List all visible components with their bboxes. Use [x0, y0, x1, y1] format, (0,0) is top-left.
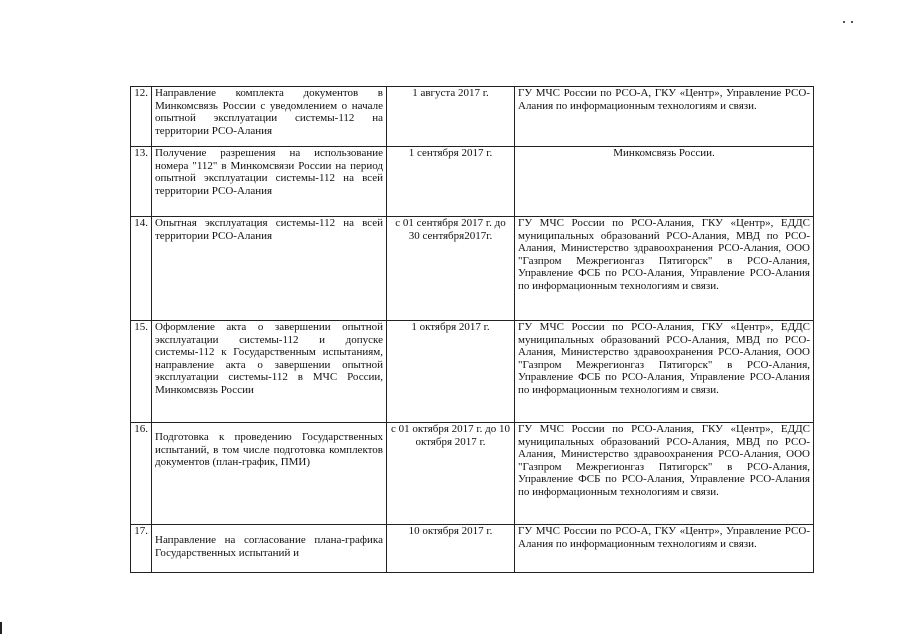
row-number: 15. [131, 321, 152, 423]
responsible-cell: ГУ МЧС России по РСО-Алания, ГКУ «Центр», ЕДДС муниципальных образований РСО-Алания, МВД по РСО-Алания, Министерство здравоохранения РСО-Алания, ООО "Газпром Межрегионгаз Пятигорск" в РСО-Алания, Управление ФСБ по РСО-Алания, Управление РСО-Алания по информационным технологиям и связи. [515, 321, 814, 423]
task-cell: Направление комплекта документов в Минкомсвязь России с уведомлением о начале опытной эксплуатации системы-112 на территории РСО-Алания [152, 87, 387, 147]
row-number: 16. [131, 423, 152, 525]
date-cell: 1 сентября 2017 г. [387, 147, 515, 217]
scan-artifact [843, 10, 865, 14]
table-row [131, 147, 814, 217]
table-row [131, 217, 814, 321]
task-cell: Опытная эксплуатация системы-112 на всей территории РСО-Алания [152, 217, 387, 321]
responsible-cell: ГУ МЧС России по РСО-А, ГКУ «Центр», Управление РСО-Алания по информационным технологиям и связи. [515, 525, 814, 573]
row-number: 13. [131, 147, 152, 217]
table-row [131, 321, 814, 423]
date-cell: 1 августа 2017 г. [387, 87, 515, 147]
date-cell: 10 октября 2017 г. [387, 525, 515, 573]
task-cell: Подготовка к проведению Государственных испытаний, в том числе подготовка комплектов документов (план-график, ПМИ) [152, 423, 387, 525]
date-cell: с 01 октября 2017 г. до 10 октября 2017 г. [387, 423, 515, 525]
row-number: 12. [131, 87, 152, 147]
scan-edge-artifact [0, 622, 2, 634]
responsible-cell: Минкомсвязь России. [515, 147, 814, 217]
date-cell: с 01 сентября 2017 г. до 30 сентября2017г. [387, 217, 515, 321]
responsible-cell: ГУ МЧС России по РСО-А, ГКУ «Центр», Управление РСО-Алания по информационным технологиям и связи. [515, 87, 814, 147]
responsible-cell: ГУ МЧС России по РСО-Алания, ГКУ «Центр», ЕДДС муниципальных образований РСО-Алания, МВД по РСО-Алания, Министерство здравоохранения РСО-Алания, ООО "Газпром Межрегионгаз Пятигорск" в РСО-Алания, Управление ФСБ по РСО-Алания, Управление РСО-Алания по информационным технологиям и связи. [515, 217, 814, 321]
date-cell: 1 октября 2017 г. [387, 321, 515, 423]
table-row [131, 423, 814, 525]
row-number: 17. [131, 525, 152, 573]
plan-table [130, 86, 814, 573]
task-cell: Получение разрешения на использование номера "112" в Минкомсвязи России на период опытной эксплуатации системы-112 на всей территории РСО-Алания [152, 147, 387, 217]
task-cell: Направление на согласование плана-графика Государственных испытаний и [152, 525, 387, 573]
task-cell: Оформление акта о завершении опытной эксплуатации системы-112 и допуске системы-112 к Государственным испытаниям, направление акта о завершении опытной эксплуатации системы-112 в МЧС России, Минкомсвязь России [152, 321, 387, 423]
table-row [131, 525, 814, 573]
row-number: 14. [131, 217, 152, 321]
table-row [131, 87, 814, 147]
responsible-cell: ГУ МЧС России по РСО-Алания, ГКУ «Центр», ЕДДС муниципальных образований РСО-Алания, МВД по РСО-Алания, Министерство здравоохранения РСО-Алания, ООО "Газпром Межрегионгаз Пятигорск" в РСО-Алания, Управление ФСБ по РСО-Алания, Управление РСО-Алания по информационным технологиям и связи. [515, 423, 814, 525]
